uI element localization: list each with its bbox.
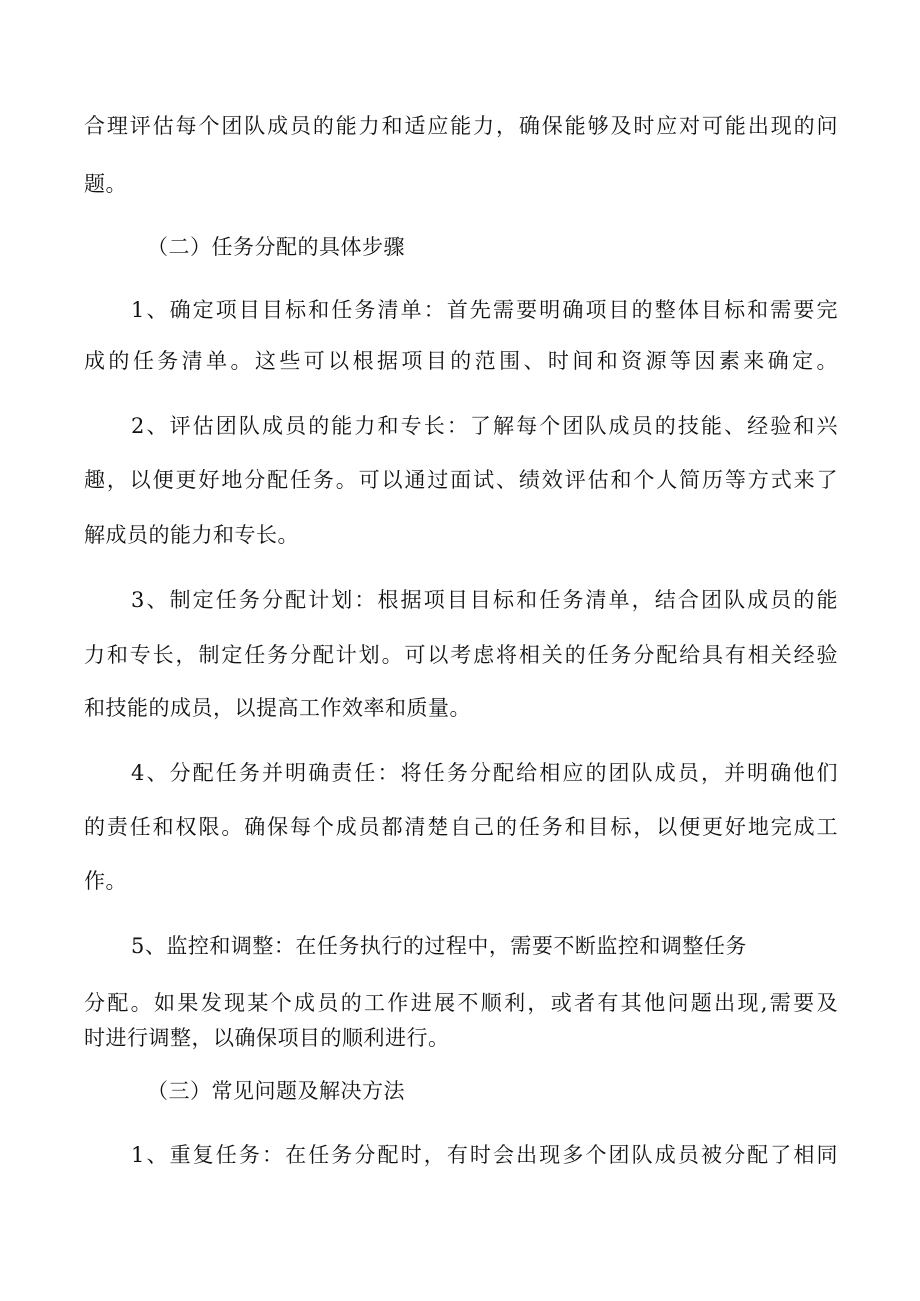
paragraph-line: 1、重复任务：在任务分配时，有时会出现多个团队成员被分配了相同	[131, 1143, 838, 1167]
paragraph-line: 趣，以便更好地分配任务。可以通过面试、绩效评估和个人简历等方式来了	[84, 468, 838, 492]
paragraph-line: 和技能的成员，以提高工作效率和质量。	[84, 696, 471, 720]
paragraph-line: 2、评估团队成员的能力和专长：了解每个团队成员的技能、经验和兴	[131, 414, 838, 438]
paragraph-line: 4、分配任务并明确责任：将任务分配给相应的团队成员，并明确他们	[131, 761, 838, 785]
section-heading: （三）常见问题及解决方法	[147, 1079, 405, 1103]
paragraph-line: 合理评估每个团队成员的能力和适应能力，确保能够及时应对可能出现的问	[84, 114, 838, 138]
paragraph-line: 作。	[84, 869, 127, 893]
paragraph-line: 成的任务清单。这些可以根据项目的范围、时间和资源等因素来确定。	[84, 349, 838, 373]
paragraph-line: 解成员的能力和专长。	[84, 523, 299, 547]
paragraph-line: 5、监控和调整：在任务执行的过程中，需要不断监控和调整任务	[131, 934, 747, 958]
paragraph-line: 分配。如果发现某个成员的工作进展不顺利，或者有其他问题出现,需要及	[84, 991, 838, 1015]
paragraph-line: 3、制定任务分配计划：根据项目目标和任务清单，结合团队成员的能	[131, 588, 838, 612]
paragraph-line: 力和专长，制定任务分配计划。可以考虑将相关的任务分配给具有相关经验	[84, 643, 838, 667]
paragraph-line: 题。	[84, 172, 127, 196]
paragraph-line: 1、确定项目目标和任务清单：首先需要明确项目的整体目标和需要完	[131, 298, 838, 322]
section-heading: （二）任务分配的具体步骤	[147, 235, 405, 259]
paragraph-line: 时进行调整，以确保项目的顺利进行。	[84, 1026, 450, 1050]
paragraph-line: 的责任和权限。确保每个成员都清楚自己的任务和目标，以便更好地完成工	[84, 815, 838, 839]
